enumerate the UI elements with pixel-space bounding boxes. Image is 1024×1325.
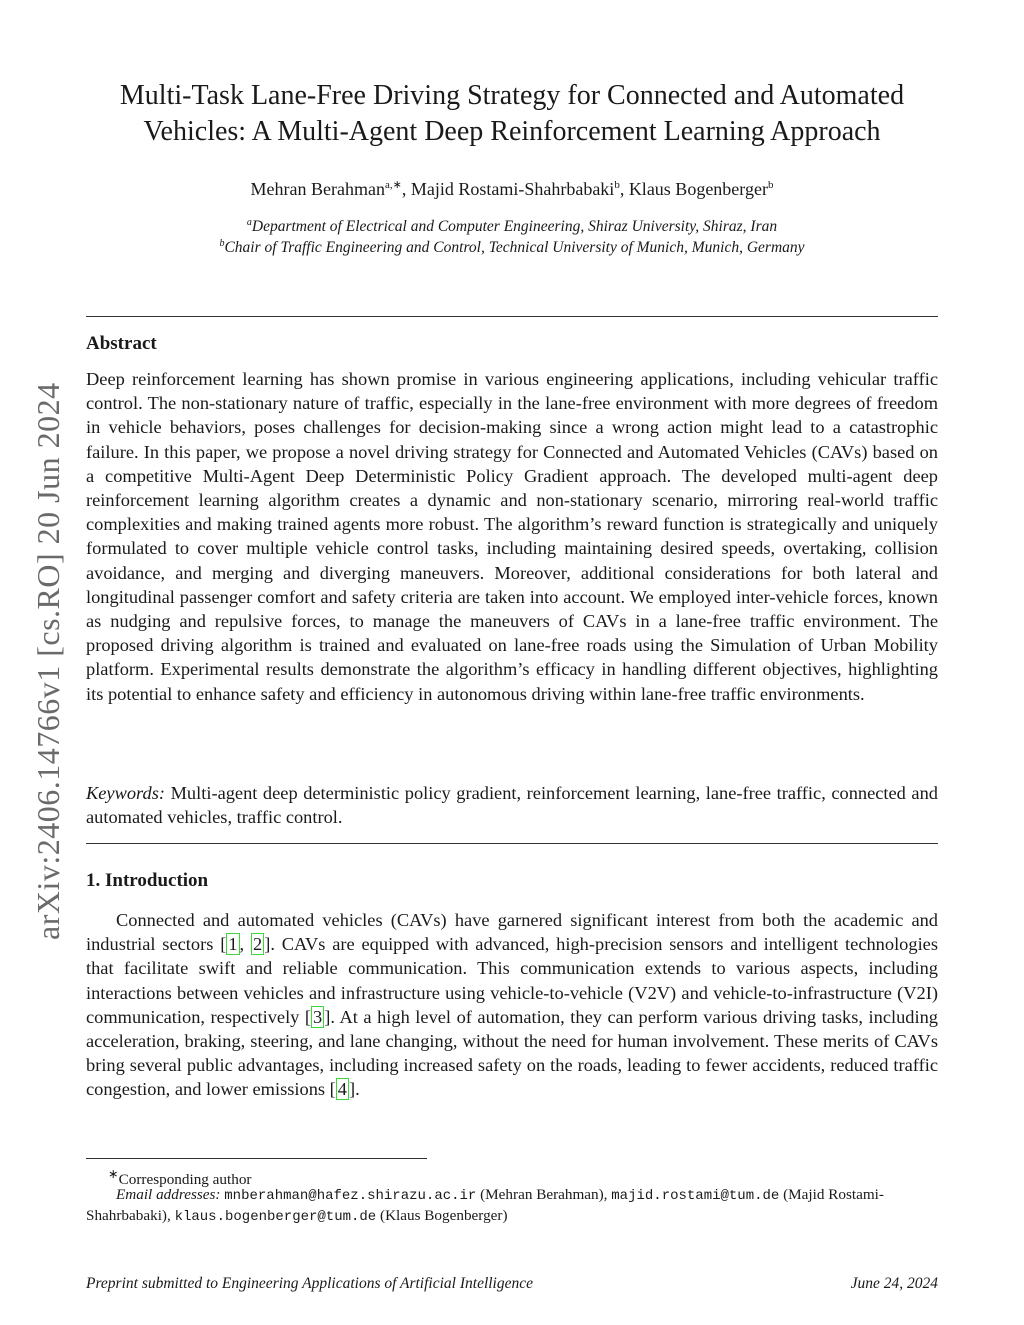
author-affil-mark: a,∗ [384, 179, 402, 191]
arxiv-sidebar [0, 0, 86, 950]
introduction-heading: 1. Introduction [86, 870, 209, 891]
citation-link[interactable]: 4 [337, 1079, 347, 1100]
email-link[interactable]: majid.rostami@tum.de [611, 1188, 780, 1204]
author-name: Majid Rostami-Shahrbabaki [410, 179, 615, 199]
citation-link[interactable]: 3 [313, 1006, 323, 1027]
abstract-heading: Abstract [86, 333, 157, 354]
footnote-corresponding: ∗Corresponding author [108, 1167, 252, 1189]
keywords-text: Multi-agent deep deterministic policy gradient, reinforcement learning, lane-free traffic, connected and automated vehicles, traffic control. [86, 783, 938, 828]
citation-link[interactable]: 2 [253, 934, 263, 955]
divider [86, 843, 938, 844]
author-affil-mark: b [614, 179, 620, 191]
page-footer [86, 1275, 938, 1293]
paper-title: Multi-Task Lane-Free Driving Strategy for Connected and Automated Vehicles: A Multi-Agent Deep Reinforcement Learning Approach [119, 80, 905, 147]
affiliation: $^a$Department of Electrical and Computer Engineering, Shiraz University, Shiraz, Iran [246, 217, 778, 236]
affiliation: $^b$Chair of Traffic Engineering and Control, Technical University of Munich, Munich, Germany [219, 238, 805, 257]
citation-link[interactable]: 1 [228, 934, 238, 955]
author-name: Klaus Bogenberger [628, 179, 768, 199]
divider [86, 316, 938, 317]
email-link[interactable]: klaus.bogenberger@tum.de [174, 1209, 377, 1225]
footnote-divider [86, 1158, 427, 1159]
introduction-text: Connected and automated vehicles (CAVs) have garnered significant interest from both the academic and industrial sectors [ 1 , 2 ]. CAVs are equipped with advanced, high-precision sensors and intelligent technologies that facilitate swift and reliable communication. This communication extends to various aspects, including interactions between vehicles and infrastructure using vehicle-to-vehicle (V2V) and vehicle-to-infrastructure (V2I) communication, respectively [ 3 ]. At a high level of automation, they can perform various driving tasks, including acceleration, braking, steering, and lane changing, without the need for human involvement. These merits of CAVs bring several public advantages, including increased safety on the roads, leading to fewer accidents, reduced traffic congestion, and lower emissions [ 4 ]. [86, 910, 938, 1100]
footer-date: June 24, 2024 [850, 1275, 938, 1292]
footnote-emails: Email addresses: mnberahman@hafez.shirazu.ac.ir (Mehran Berahman), majid.rostami@tum.de (Majid Rostami-Shahrbabaki), klaus.bogenberger@tum.de (Klaus Bogenberger) [86, 1186, 884, 1225]
keywords [86, 781, 938, 829]
author-list: Mehran Berahman$^{a,∗}$, Majid Rostami-Shahrbabaki$^b$, Klaus Bogenberger$^b$ [250, 179, 774, 199]
submission-note: Preprint submitted to Engineering Applications of Artificial Intelligence [86, 1275, 534, 1292]
email-link[interactable]: mnberahman@hafez.shirazu.ac.ir [224, 1188, 477, 1204]
author-name: Mehran Berahman [250, 179, 385, 199]
abstract-text: Deep reinforcement learning has shown promise in various engineering applications, including vehicular traffic control. The non-stationary nature of traffic, especially in the lane-free environment with more degrees of freedom in vehicle behaviors, poses challenges for decision-making since a wrong action might lead to a catastrophic failure. In this paper, we propose a novel driving strategy for Connected and Automated Vehicles (CAVs) based on a competitive Multi-Agent Deep Deterministic Policy Gradient approach. The developed multi-agent deep reinforcement learning algorithm creates a dynamic and non-stationary scenario, mirroring real-world traffic complexities and making trained agents more robust. The algorithm’s reward function is strategically and uniquely formulated to cover multiple vehicle control tasks, including maintaining desired speeds, overtaking, collision avoidance, and merging and diverging maneuvers. Moreover, additional considerations for both lateral and longitudinal passenger comfort and safety criteria are taken into account. We employed inter-vehicle forces, known as nudging and repulsive forces, to manage the maneuvers of CAVs in a lane-free traffic environment. The proposed driving algorithm is trained and evaluated on lane-free roads using the Simulation of Urban Mobility platform. Experimental results demonstrate the algorithm’s efficacy in handling different objectives, highlighting its potential to enhance safety and efficiency in autonomous driving within lane-free traffic environments. [86, 369, 938, 704]
arxiv-identifier: arXiv:2406.14766v1 [cs.RO] 20 Jun 2024 [30, 382, 66, 940]
keywords-label: Keywords: [86, 783, 166, 803]
author-affil-mark: b [767, 179, 774, 191]
